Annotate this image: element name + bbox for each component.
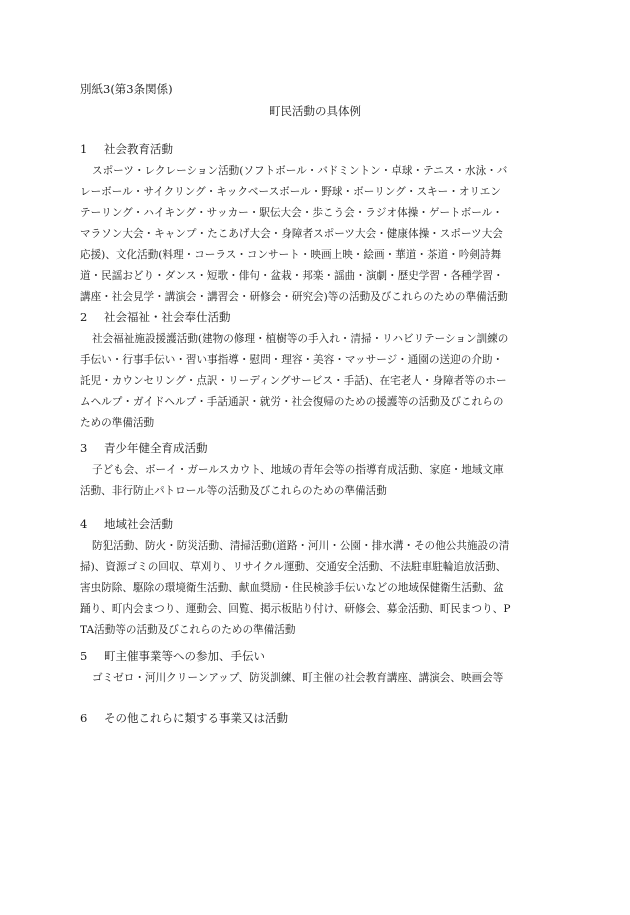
section-text-line: ゴミゼロ・河川クリーンアップ、防災訓練、町主催の社会教育講座、講演会、映画会等 — [92, 672, 504, 684]
section-body — [80, 536, 560, 641]
section-text-line: 害虫防除、駆除の環境衛生活動、献血奨励・住民検診手伝いなどの地域保健衛生活動、盆 — [80, 582, 504, 594]
section-text-line: 応援)、文化活動(料理・コーラス・コンサート・映画上映・絵画・華道・茶道・吟剣詩舞 — [80, 249, 502, 261]
section-text-line: レーボール・サイクリング・キックベースボール・野球・ボーリング・スキー・オリエン — [80, 186, 501, 198]
section-3 — [80, 440, 560, 502]
section-text-line: 手伝い・行事手伝い・習い事指導・慰問・理容・美容・マッサージ・通園の送迎の介助・ — [80, 354, 504, 366]
section-heading — [80, 710, 560, 726]
section-number: 3 — [80, 441, 88, 455]
section-heading — [80, 516, 560, 532]
section-heading — [80, 309, 560, 325]
section-number: 5 — [80, 649, 88, 663]
section-body — [80, 161, 560, 308]
section-title: 社会教育活動 — [104, 142, 173, 156]
section-title: 社会福祉・社会奉仕活動 — [104, 310, 231, 324]
section-text-line: 託児・カウンセリング・点訳・リーディングサービス・手話)、在宅老人・身障者等のホー — [80, 375, 507, 387]
section-text-line: TA活動等の活動及びこれらのための準備活動 — [80, 624, 296, 636]
section-text-line: 社会福祉施設援護活動(建物の修理・植樹等の手入れ・清掃・リハビリテーション訓練の — [92, 333, 509, 345]
section-body — [80, 460, 560, 502]
document-title: 町民活動の具体例 — [269, 104, 361, 118]
annex-reference: 別紙3(第3条関係) — [80, 82, 173, 96]
section-text-line: テーリング・ハイキング・サッカー・駅伝大会・歩こう会・ラジオ体操・ゲートボール・ — [80, 207, 503, 219]
section-heading — [80, 141, 560, 157]
section-text-line: 防犯活動、防火・防災活動、清掃活動(道路・河川・公園・排水溝・その他公共施設の清 — [92, 540, 510, 552]
section-body — [80, 668, 560, 689]
section-text-line: 活動、非行防止パトロール等の活動及びこれらのための準備活動 — [80, 485, 387, 497]
section-text-line: ムヘルプ・ガイドヘルプ・手話通訳・就労・社会復帰のための援護等の活動及びこれらの — [80, 396, 504, 408]
section-title: 青少年健全育成活動 — [104, 441, 208, 455]
section-text-line: 講座・社会見学・講演会・講習会・研修会・研究会)等の活動及びこれらのための準備活動 — [80, 291, 508, 303]
section-text-line: ための準備活動 — [80, 417, 155, 429]
section-number: 2 — [80, 310, 88, 324]
section-text-line: 掃)、資源ゴミの回収、草刈り、リサイクル運動、交通安全活動、不法駐車駐輪追放活動、 — [80, 561, 507, 573]
section-text-line: マラソン大会・キャンプ・たこあげ大会・身障者スポーツ大会・健康体操・スポーツ大会 — [80, 228, 503, 240]
section-title: 町主催事業等への参加、手伝い — [104, 649, 265, 663]
section-number: 1 — [80, 142, 88, 156]
section-1 — [80, 141, 560, 308]
section-2 — [80, 309, 560, 434]
section-title: 地域社会活動 — [104, 517, 173, 531]
section-text-line: スポーツ・レクレーション活動(ソフトボール・バドミントン・卓球・テニス・水泳・バ — [92, 165, 508, 177]
section-heading — [80, 440, 560, 456]
section-text-line: 子ども会、ボーイ・ガールスカウト、地域の青年会等の指導育成活動、家庭・地域文庫 — [92, 464, 504, 476]
section-title: その他これらに類する事業又は活動 — [104, 711, 288, 725]
section-text-line: 踊り、町内会まつり、運動会、回覧、掲示板貼り付け、研修会、募金活動、町民まつり、P — [80, 603, 511, 615]
section-body — [80, 329, 560, 434]
section-text-line: 道・民謡おどり・ダンス・短歌・俳句・盆栽・邦楽・謡曲・演劇・歴史学習・各種学習・ — [80, 270, 504, 282]
section-6 — [80, 710, 560, 726]
section-number: 4 — [80, 517, 88, 531]
section-4 — [80, 516, 560, 641]
section-5 — [80, 648, 560, 689]
section-heading — [80, 648, 560, 664]
section-number: 6 — [80, 711, 88, 725]
